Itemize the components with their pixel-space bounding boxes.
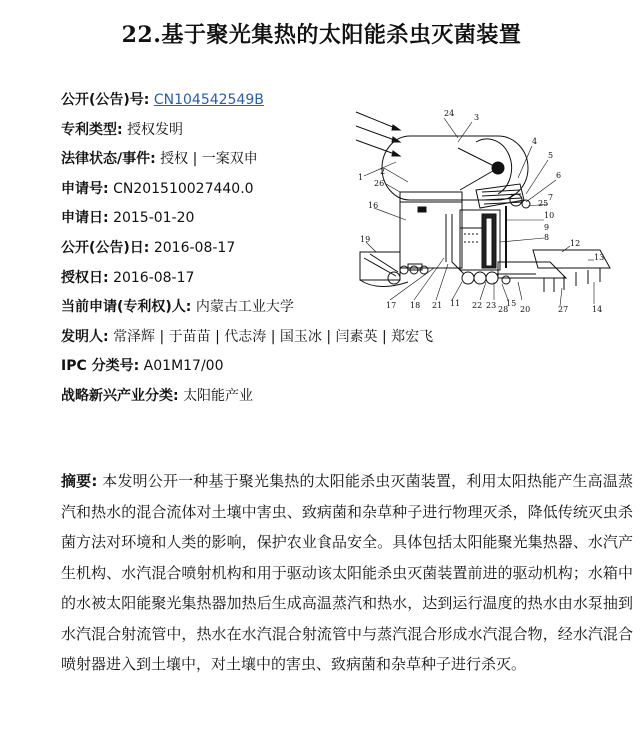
callout-9: 9 [544,223,550,232]
meta-row-ipc [61,352,351,382]
callout-5: 5 [548,151,554,160]
meta-key: 专利类型: [61,121,123,138]
sun-rays [356,112,400,156]
callout-18: 18 [410,301,421,310]
meta-value: 常泽辉 | 于苗苗 | 代志涛 | 国玉冰 | 闫素英 | 郑宏飞 [113,328,434,345]
patent-drawing [348,102,620,322]
meta-key: 法律状态/事件: [61,151,156,168]
meta-row-application-number [61,175,351,205]
meta-key: IPC 分类号: [61,358,140,375]
callout-27: 27 [558,305,569,314]
callout-1: 1 [358,173,364,182]
meta-row-application-date [61,204,351,234]
meta-row-publication-date [61,234,351,264]
callout-3: 3 [474,113,480,122]
meta-value: A01M17/00 [143,358,224,375]
abstract-label: 摘要: [61,472,98,490]
callout-8: 8 [544,233,550,242]
meta-key: 发明人: [61,328,109,345]
meta-key: 申请号: [61,180,109,197]
callout-23: 23 [486,301,497,310]
callout-17: 17 [386,301,397,310]
meta-value: 2016-08-17 [153,239,236,256]
publication-number-link[interactable]: CN104542549B [153,92,264,108]
callout-20: 20 [520,305,531,314]
meta-value: 2016-08-17 [113,269,195,286]
meta-row-inventors [61,323,434,353]
meta-key: 当前申请(专利权)人: [61,299,192,316]
meta-value: 太阳能产业 [183,387,254,404]
meta-row-applicant [61,293,351,323]
meta-value: 授权发明 [127,121,184,138]
meta-key: 申请日: [61,210,109,227]
callout-11: 11 [450,299,461,308]
callout-25: 25 [538,199,549,208]
abstract [61,466,633,680]
meta-value: 2015-01-20 [113,210,195,227]
abstract-text: 本发明公开一种基于聚光集热的太阳能杀虫灭菌装置，利用太阳热能产生高温蒸汽和热水的混合流体对土壤中害虫、致病菌和杂草种子进行物理灭杀，降低传统灭虫杀菌方法对环境和人类的影响，保护农业食品安全。具体包括太阳能聚光集热器、水汽产生机构、水汽混合喷射机构和用于驱动该太阳能杀虫灭菌装置前进的驱动机构；水箱中的水被太阳能聚光集热器加热后生成高温蒸汽和热水，达到运行温度的热水由水泵抽到水汽混合射流管中，热水在水汽混合射流管中与蒸汽混合形成水汽混合物，经水汽混合喷射器进入到土壤中，对土壤中的害虫、致病菌和杂草种子进行杀灭。 [61,472,633,673]
meta-row-grant-date [61,264,351,294]
callout-12: 12 [570,239,581,248]
steam-generator [460,206,506,270]
callout-22: 22 [472,301,483,310]
callout-4: 4 [532,137,538,146]
meta-value: 授权 | 一案双申 [160,151,258,168]
callout-13: 13 [594,253,605,262]
callout-19: 19 [360,235,371,244]
meta-row-patent-type [61,116,351,146]
callout-14: 14 [592,305,603,314]
meta-row-legal-status [61,145,351,175]
meta-value: CN201510027440.0 [113,180,254,197]
page-title: 22.基于聚光集热的太阳能杀虫灭菌装置 [121,22,522,48]
meta-row-industry [61,382,351,412]
callout-15: 15 [506,299,517,308]
callout-7: 7 [548,193,554,202]
callout-26: 26 [374,179,385,188]
meta-row-publication-number [61,86,351,116]
meta-key: 战略新兴产业分类: [61,387,179,404]
meta-key: 公开(公告)日: [61,239,150,256]
callout-10: 10 [544,211,555,220]
meta-key: 授权日: [61,269,109,286]
water-tank [400,192,462,274]
drive-wheel [360,252,408,287]
callout-24: 24 [444,109,455,118]
meta-key: 公开(公告)号: [61,92,150,108]
callout-21: 21 [432,301,443,310]
callout-2: 2 [380,167,386,176]
callout-6: 6 [556,171,562,180]
meta-value: 内蒙古工业大学 [195,299,294,316]
callout-16: 16 [368,201,379,210]
callout-28: 28 [498,305,509,314]
